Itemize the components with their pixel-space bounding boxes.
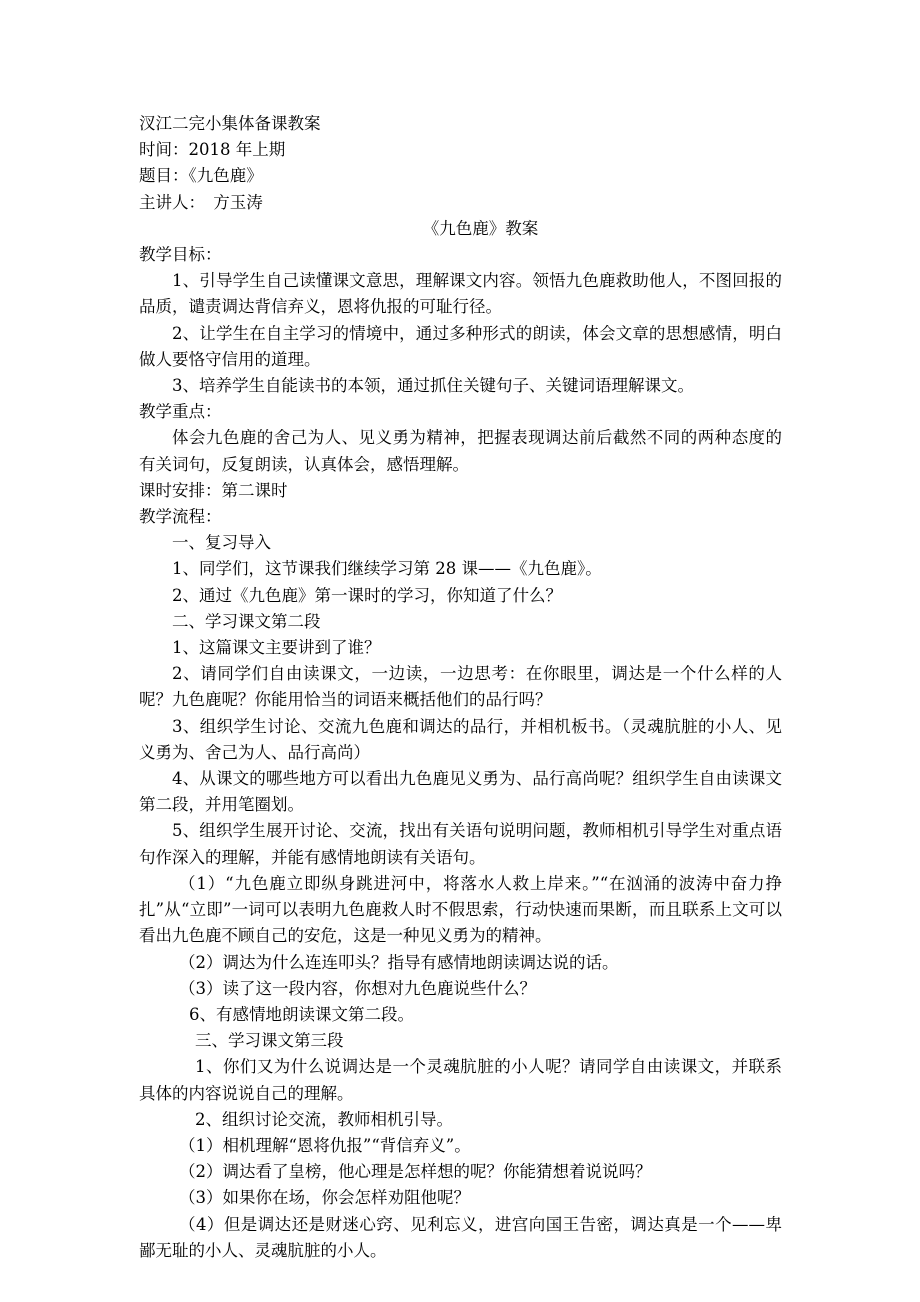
speaker-line: 主讲人： 方玉涛 (139, 192, 263, 212)
key-points-heading: 教学重点： (139, 402, 222, 422)
key-points-text: 体会九色鹿的舍己为人、见义勇为精神，把握表现调达前后截然不同的两种态度的有关词句，反复朗读，认真体会，感悟理解。 (139, 428, 782, 474)
section-2-subitem: （3）读了这一段内容，你想对九色鹿说些什么？ (179, 978, 536, 998)
section-3-subitem: （4）但是调达还是财迷心窍、见利忘义，进宫向国王告密，调达真是一个——卑鄙无耻的小人、灵魂肮脏的小人。 (139, 1214, 782, 1260)
section-3-item: 1、你们又为什么说调达是一个灵魂肮脏的小人呢？请同学自由读课文，并联系具体的内容说说自己的理解。 (139, 1057, 782, 1103)
section-3-title: 三、学习课文第三段 (195, 1031, 344, 1051)
section-2-item: 4、从课文的哪些地方可以看出九色鹿见义勇为、品行高尚呢？组织学生自由读课文第二段，并用笔圈划。 (139, 769, 782, 815)
section-3-subitem: （2）调达看了皇榜，他心理是怎样想的呢？你能猜想着说说吗？ (179, 1162, 652, 1182)
section-2-item: 1、这篇课文主要讲到了谁？ (172, 638, 381, 658)
process-heading: 教学流程： (139, 507, 222, 527)
section-2-last-item: 6、有感情地朗读课文第二段。 (189, 1004, 414, 1024)
topic-line: 题目：《九色鹿》 (139, 166, 263, 186)
goals-heading: 教学目标： (139, 245, 222, 265)
section-1-item: 2、通过《九色鹿》第一课时的学习，你知道了什么？ (172, 585, 562, 605)
document-title: 《九色鹿》教案 (422, 218, 539, 238)
section-2-title: 二、学习课文第二段 (172, 611, 321, 631)
section-1-item: 1、同学们，这节课我们继续学习第 28 课——《九色鹿》。 (172, 559, 602, 579)
section-2-subitem: （2）调达为什么连连叩头？指导有感情地朗读调达说的话。 (179, 952, 619, 972)
goal-item: 3、培养学生自能读书的本领，通过抓住关键句子、关键词语理解课文。 (172, 376, 694, 396)
section-2-item: 3、组织学生讨论、交流九色鹿和调达的品行，并相机板书。（灵魂肮脏的小人、见义勇为、舍己为人、品行高尚） (139, 716, 782, 762)
schedule-line: 课时安排：第二课时 (139, 480, 288, 500)
section-3-subitem: （3）如果你在场，你会怎样劝阻他呢？ (179, 1188, 470, 1208)
section-1-title: 一、复习导入 (172, 533, 271, 553)
time-line: 时间：2018 年上期 (139, 140, 286, 160)
school-heading: 汊江二完小集体备课教案 (139, 114, 321, 133)
goal-item: 1、引导学生自己读懂课文意思，理解课文内容。领悟九色鹿救助他人，不图回报的品质，谴责调达背信弃义，恩将仇报的可耻行径。 (139, 271, 782, 317)
section-2-item: 2、请同学们自由读课文，一边读，一边思考：在你眼里，调达是一个什么样的人呢？九色鹿呢？你能用恰当的词语来概括他们的品行吗？ (139, 664, 782, 710)
section-3-item: 2、组织讨论交流，教师相机引导。 (195, 1109, 453, 1129)
lesson-plan-document (139, 111, 782, 1264)
section-2-item: 5、组织学生展开讨论、交流，找出有关语句说明问题，教师相机引导学生对重点语句作深入的理解，并能有感情地朗读有关语句。 (139, 821, 782, 867)
section-2-subitem: （1）“九色鹿立即纵身跳进河中，将落水人救上岸来。”“在汹涌的波涛中奋力挣扎”从“立即”一词可以表明九色鹿救人时不假思索，行动快速而果断，而且联系上文可以看出九色鹿不顾自己的安危，这是一种见义勇为的精神。 (139, 873, 782, 946)
goal-item: 2、让学生在自主学习的情境中，通过多种形式的朗读，体会文章的思想感情，明白做人要恪守信用的道理。 (139, 323, 782, 369)
section-3-subitem: （1）相机理解“恩将仇报”“背信弃义”。 (179, 1135, 471, 1155)
